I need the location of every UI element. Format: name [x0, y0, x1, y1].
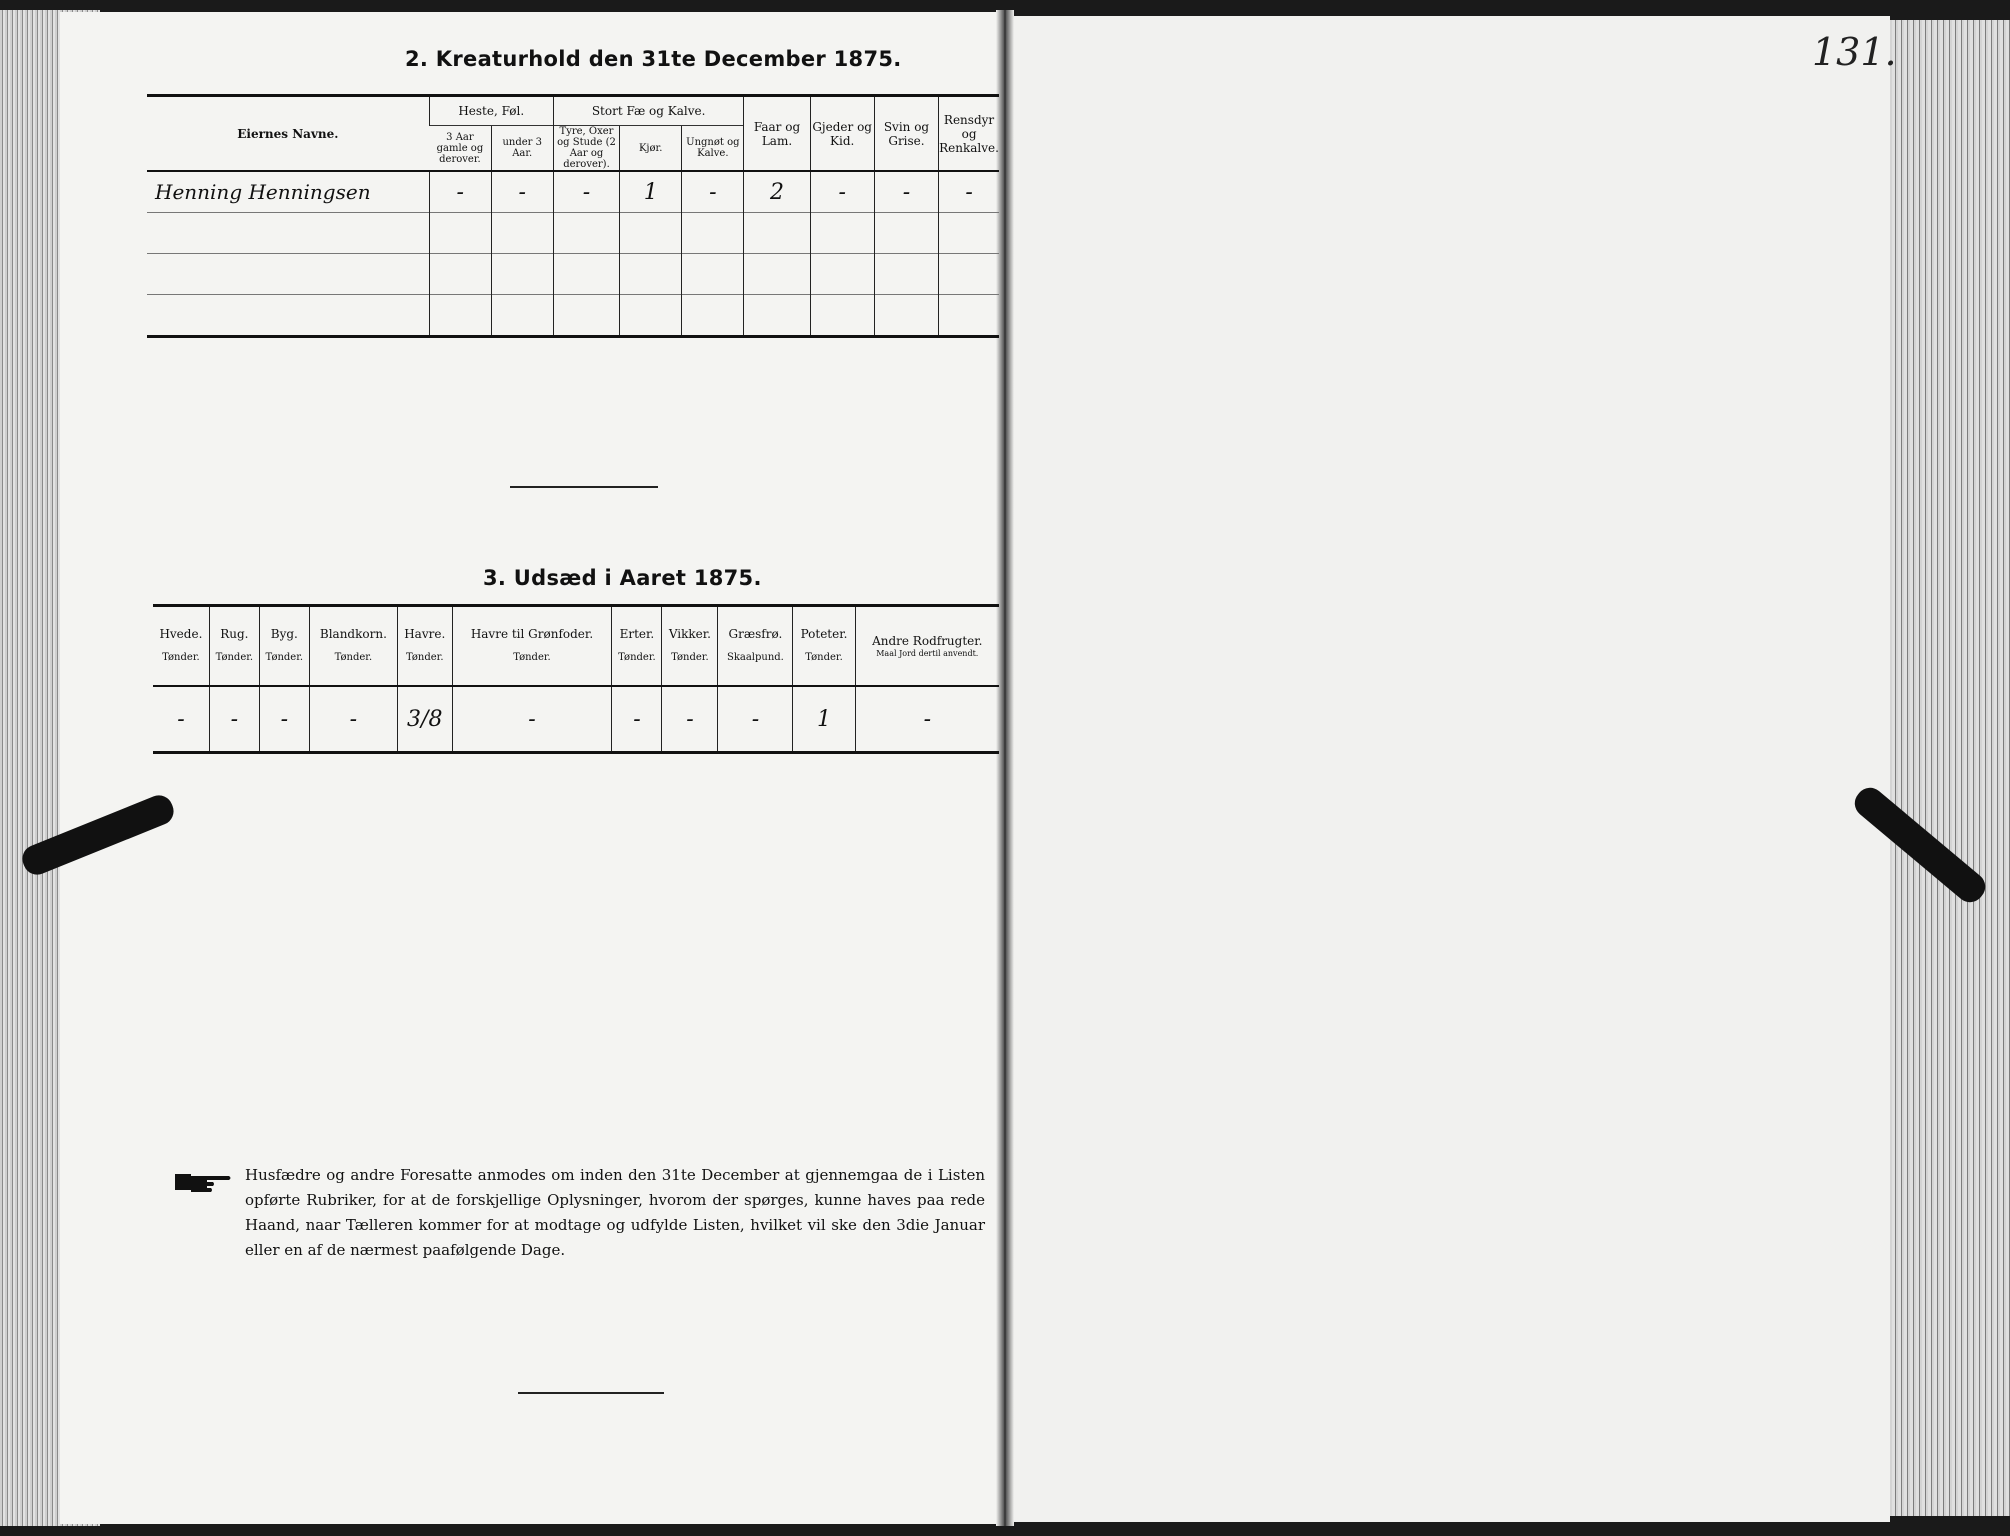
sowing-value-barley: -	[259, 686, 309, 753]
owner-header: Eiernes Navne.	[237, 126, 339, 141]
sowing-header-peas: Erter. Tønder.	[612, 606, 662, 687]
reindeer-header: Rensdyr og Renkalve.	[939, 96, 999, 172]
sowing-header-green-oats: Havre til Grønfoder. Tønder.	[452, 606, 612, 687]
book-edge-right	[1880, 20, 2010, 1516]
sowing-value-mixed-grain: -	[309, 686, 397, 753]
instruction-notice: Husfædre og andre Foresatte anmodes om inden den 31te December at gjennemgaa de i Listen opførte Rubriker, for at de forskjellige Oplysninger, hvorom der spørges, kunne haves paa rede Haand, naar Tælleren kommer for at modtage og udfylde Listen, hvilket vil ske den 3die Januar eller en af de nærmest paafølgende Dage.	[245, 1166, 985, 1259]
divider-rule	[510, 486, 658, 488]
owner-name: Henning Henningsen	[147, 171, 429, 213]
sowing-header-grass-seed: Græsfrø. Skaalpund.	[718, 606, 793, 687]
sheep-value: 2	[744, 171, 810, 213]
sowing-value-other-roots: -	[855, 686, 999, 753]
right-page	[1010, 16, 1890, 1522]
pointing-hand-icon	[173, 1168, 233, 1194]
section2-title: 2. Kreaturhold den 31te December 1875.	[405, 47, 902, 71]
sowing-header-barley: Byg. Tønder.	[259, 606, 309, 687]
sowing-header-other-roots: Andre Rodfrugter. Maal Jord dertil anvendt.	[855, 606, 999, 687]
goats-header: Gjeder og Kid.	[810, 96, 874, 172]
sowing-value-peas: -	[612, 686, 662, 753]
sowing-value-vetch: -	[662, 686, 718, 753]
table-row	[147, 254, 999, 295]
sheep-header: Faar og Lam.	[744, 96, 810, 172]
pigs-header: Svin og Grise.	[874, 96, 938, 172]
section3-title: 3. Udsæd i Aaret 1875.	[483, 566, 762, 590]
table-row	[147, 213, 999, 254]
sowing-value-rye: -	[209, 686, 259, 753]
sowing-header-oats: Havre. Tønder.	[397, 606, 452, 687]
reindeer-value: -	[939, 171, 999, 213]
horses-young-header: under 3 Aar.	[491, 126, 553, 172]
young-cattle-header: Ungnøt og Kalve.	[682, 126, 744, 172]
bulls-value: -	[553, 171, 619, 213]
goats-value: -	[810, 171, 874, 213]
sowing-header-mixed-grain: Blandkorn. Tønder.	[309, 606, 397, 687]
sowing-header-rye: Rug. Tønder.	[209, 606, 259, 687]
bulls-header: Tyre, Oxer og Stude (2 Aar og derover).	[553, 126, 619, 172]
horses-group-header: Heste, Føl.	[429, 96, 553, 126]
young-cattle-value: -	[682, 171, 744, 213]
table-row	[147, 171, 999, 213]
horses-young-value: -	[491, 171, 553, 213]
table-row	[153, 686, 999, 753]
sowing-value-wheat: -	[153, 686, 209, 753]
horses-old-header: 3 Aar gamle og derover.	[429, 126, 491, 172]
page-number: 131.	[1812, 30, 1897, 74]
horses-old-value: -	[429, 171, 491, 213]
sowing-table	[153, 604, 999, 754]
cattle-group-header: Stort Fæ og Kalve.	[553, 96, 744, 126]
bottom-rule	[518, 1392, 664, 1394]
table-row	[147, 295, 999, 337]
sowing-value-potatoes: 1	[793, 686, 855, 753]
sowing-header-wheat: Hvede. Tønder.	[159, 627, 203, 663]
sowing-value-grass-seed: -	[718, 686, 793, 753]
livestock-table	[147, 94, 999, 338]
cows-value: 1	[620, 171, 682, 213]
sowing-value-oats: 3/8	[397, 686, 452, 753]
sowing-header-vetch: Vikker. Tønder.	[662, 606, 718, 687]
pigs-value: -	[874, 171, 938, 213]
sowing-header-potatoes: Poteter. Tønder.	[793, 606, 855, 687]
cows-header: Kjør.	[620, 126, 682, 172]
sowing-value-green-oats: -	[452, 686, 612, 753]
